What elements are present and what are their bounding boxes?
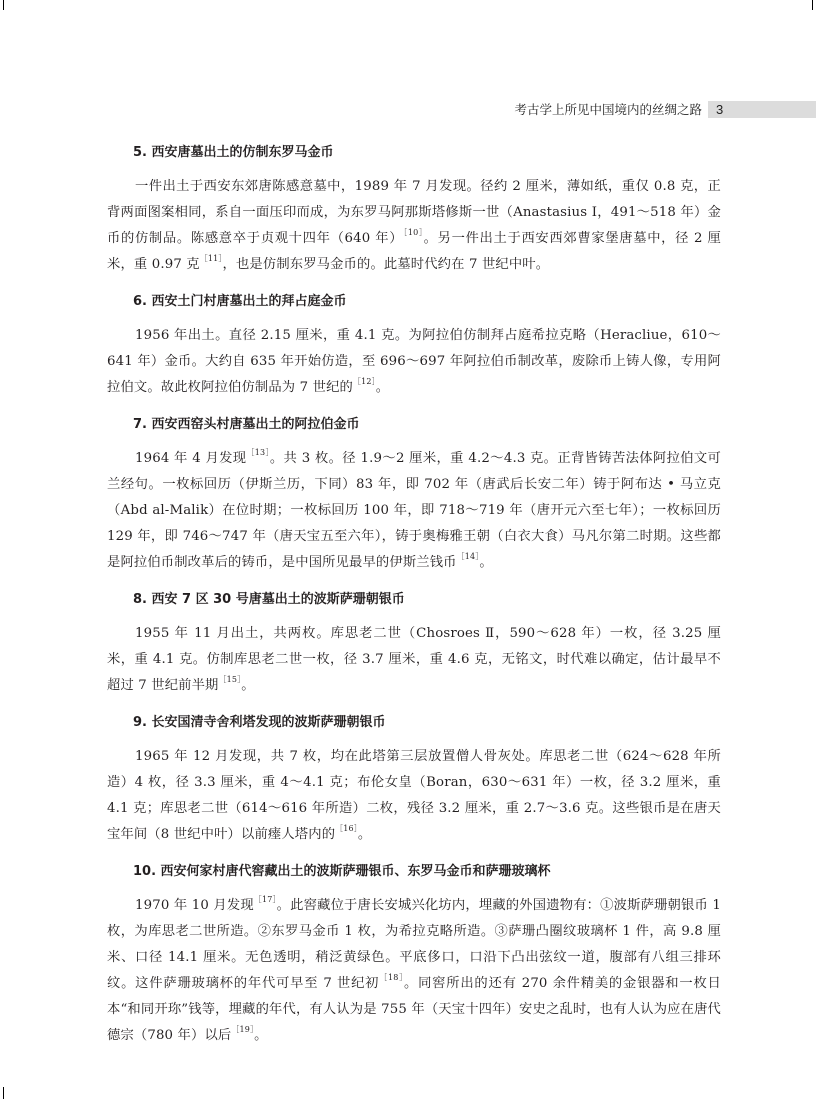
section-paragraph bbox=[107, 893, 721, 1049]
section bbox=[107, 710, 721, 848]
footnote-reference: ［18］ bbox=[379, 973, 404, 982]
section-paragraph bbox=[107, 446, 721, 576]
paragraph-text: 。 bbox=[241, 678, 255, 693]
section bbox=[107, 412, 721, 576]
section-heading: 7. 西安西窑头村唐墓出土的阿拉伯金币 bbox=[133, 417, 360, 432]
section bbox=[107, 587, 721, 699]
section bbox=[107, 140, 721, 278]
crop-mark-bottom-left bbox=[3, 1087, 4, 1099]
paragraph-text: 1964 年 4 月发现 bbox=[135, 451, 247, 466]
paragraph-text: 1955 年 11 月出土，共两枚。库思老二世（Chosroes Ⅱ，590～628 年）一枚，径 3.25 厘米，重 4.1 克。仿制库思老二世一枚，径 3.7 厘米，重 4.6 克，无铭文，时代难以确定，估计最早不超过 7 世纪前半期 bbox=[107, 626, 721, 693]
paragraph-text: 。 bbox=[357, 827, 372, 842]
crop-mark-top-left bbox=[3, 0, 4, 10]
section-paragraph bbox=[107, 323, 721, 401]
section-paragraph bbox=[107, 744, 721, 848]
footnote-reference: ［15］ bbox=[218, 675, 242, 684]
footnote-reference: ［10］ bbox=[403, 228, 424, 237]
paragraph-text: 一件出土于西安东郊唐陈感意墓中，1989 年 7 月发现。径约 2 厘米，薄如纸，重仅 0.8 克，正背两面图案相同，系自一面压印而成，为东罗马阿那斯塔修斯一世（Anastasius I，491～518 年）金币的仿制品。陈感意卒于贞观十四年（640 年） bbox=[107, 179, 721, 246]
section bbox=[107, 289, 721, 401]
footnote-reference: ［11］ bbox=[199, 254, 223, 263]
running-header-title: 考古学上所见中国境内的丝绸之路 bbox=[514, 102, 702, 117]
header-bar bbox=[708, 101, 816, 118]
section-heading: 5. 西安唐墓出土的仿制东罗马金币 bbox=[133, 145, 334, 160]
page-number: 3 bbox=[716, 102, 724, 117]
document-body bbox=[107, 140, 721, 1060]
section bbox=[107, 859, 721, 1049]
paragraph-text: 。另一件出土于西安西郊曹家堡唐墓中，径 2 厘米，重 0.97 克 bbox=[107, 231, 721, 272]
footnote-reference: ［17］ bbox=[253, 895, 277, 904]
footnote-reference: ［14］ bbox=[456, 552, 480, 561]
paragraph-text: 1965 年 12 月发现，共 7 枚，均在此塔第三层放置僧人骨灰处。库思老二世（624～628 年所造）4 枚，径 3.3 厘米，重 4～4.1 克；布伦女皇（Boran，630～631 年）一枚，径 3.2 厘米，重 4.1 克；库思老二世（614～616 年所造）二枚，残径 3.2 厘米，重 2.7～3.6 克。这些银币是在唐天宝年间（8 世纪中叶）以前瘗人塔内的 bbox=[107, 749, 721, 842]
paragraph-text: ，也是仿制东罗马金币的。此墓时代约在 7 世纪中叶。 bbox=[222, 257, 550, 272]
paragraph-text: 1970 年 10 月发现 bbox=[135, 898, 254, 913]
section-heading: 10. 西安何家村唐代窖藏出土的波斯萨珊银币、东罗马金币和萨珊玻璃杯 bbox=[133, 864, 551, 879]
paragraph-text: 。此窖藏位于唐长安城兴化坊内，埋藏的外国遗物有：①波斯萨珊朝银币 1 枚，为库思老二世所造。②东罗马金币 1 枚，为希拉克略所造。③萨珊凸圈纹玻璃杯 1 件，高 9.8 厘米、口径 14.1 厘米。无色透明，稍泛黄绿色。平底侈口，口沿下凸出弦纹一道，腹部有八组三排环纹。这件萨珊玻璃杯的年代可早至 7 世纪初 bbox=[107, 898, 721, 991]
section-paragraph bbox=[107, 621, 721, 699]
paragraph-text: 。共 3 枚。径 1.9～2 厘米，重 4.2～4.3 克。正背皆铸苦法体阿拉伯文可兰经句。一枚标回历（伊斯兰历，下同）83 年，即 702 年（唐武后长安二年）铸于阿布达 • 马立克（Abd al-Malik）在位时期；一枚标回历 100 年，即 718～719 年（唐开元六至七年）；一枚标回历 129 年，即 746～747 年（唐天宝五至六年），铸于奥梅雅王朝（白衣大食）马凡尔第二时期。这些都是阿拉伯币制改革后的铸币，是中国所见最早的伊斯兰钱币 bbox=[107, 451, 722, 570]
crop-mark-top-right bbox=[812, 0, 813, 10]
running-header bbox=[0, 101, 816, 118]
footnote-reference: ［19］ bbox=[231, 1025, 255, 1034]
section-heading: 6. 西安土门村唐墓出土的拜占庭金币 bbox=[133, 294, 347, 309]
footnote-reference: ［16］ bbox=[335, 824, 358, 833]
section-heading: 8. 西安 7 区 30 号唐墓出土的波斯萨珊朝银币 bbox=[133, 592, 405, 607]
paragraph-text: 。 bbox=[254, 1028, 268, 1043]
paragraph-text: 1956 年出土。直径 2.15 厘米，重 4.1 克。为阿拉伯仿制拜占庭希拉克略（Heracliue，610～641 年）金币。大约自 635 年开始仿造，至 696～697 年阿拉伯币制改革，废除币上铸人像，专用阿拉伯文。故此枚阿拉伯仿制品为 7 世纪的 bbox=[107, 328, 721, 395]
section-paragraph bbox=[107, 174, 721, 278]
footnote-reference: ［12］ bbox=[352, 377, 376, 386]
paragraph-text: 。 bbox=[375, 380, 390, 395]
section-heading: 9. 长安国清寺舍利塔发现的波斯萨珊朝银币 bbox=[133, 715, 386, 730]
paragraph-text: 。同窖所出的还有 270 余件精美的金银器和一枚日本“和同开珎”钱等，埋藏的年代，有人认为是 755 年（天宝十四年）安史之乱时，也有人认为应在唐代德宗（780 年）以后 bbox=[107, 976, 721, 1043]
paragraph-text: 。 bbox=[479, 555, 493, 570]
footnote-reference: ［13］ bbox=[246, 448, 270, 457]
